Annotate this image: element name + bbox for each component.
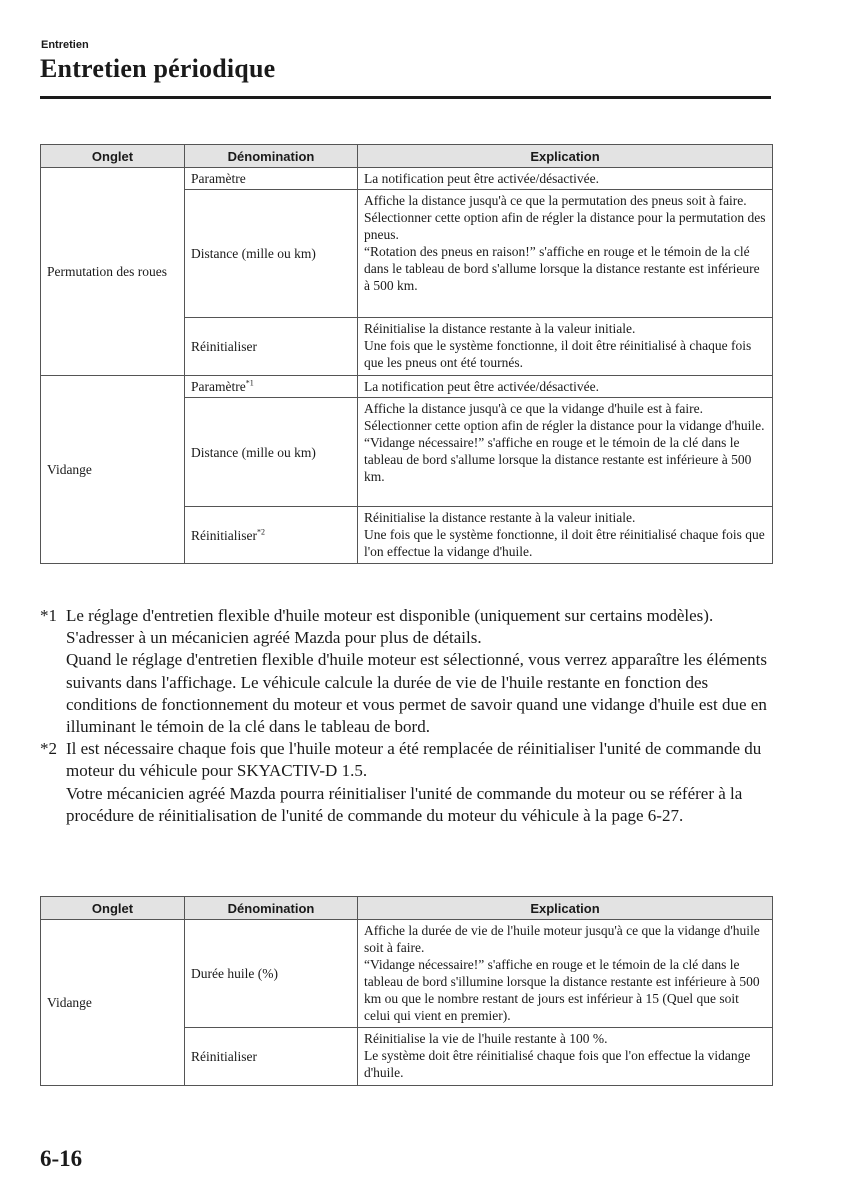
- footnote-mark: *2: [40, 739, 57, 759]
- table-header-row: [41, 897, 773, 920]
- tab-cell: Permutation des roues: [41, 168, 185, 376]
- footnote-paragraph: Votre mécanicien agréé Mazda pourra réinitialiser l'unité de commande du moteur ou se référer à la procédure de réinitialisation de l'unité de commande du moteur du véhicule à la page 6-27.: [66, 783, 743, 825]
- explanation-cell: Réinitialise la distance restante à la valeur initiale. Une fois que le système fonctionne, il doit être réinitialisé à chaque fois que les pneus ont été tournés.: [358, 318, 773, 376]
- title-divider: [40, 96, 771, 99]
- footnote-paragraph: Le réglage d'entretien flexible d'huile moteur est disponible (uniquement sur certains modèles). S'adresser à un mécanicien agréé Mazda pour plus de détails.: [66, 606, 714, 648]
- explanation-cell: Affiche la distance jusqu'à ce que la vidange d'huile est à faire. Sélectionner cette option afin de régler la distance pour la vidange d'huile. “Vidange nécessaire!” s'affiche en rouge et le témoin de la clé dans le tableau de bord s'allume lorsque la distance restante est inférieure à 500 km.: [358, 398, 773, 507]
- page-title: Entretien périodique: [40, 54, 276, 83]
- name-cell: Paramètre: [185, 168, 358, 190]
- tab-cell: Vidange: [41, 920, 185, 1086]
- footnote-mark: *1: [40, 606, 57, 625]
- maintenance-table-2: [40, 896, 773, 1086]
- name-cell: Distance (mille ou km): [185, 190, 358, 318]
- tab-cell: Vidange: [41, 376, 185, 564]
- footnote-marker: *2: [256, 527, 265, 536]
- name-cell: Réinitialiser: [185, 1028, 358, 1086]
- footnote: [40, 738, 775, 827]
- column-header-explanation: Explication: [358, 145, 773, 168]
- footnote-paragraph: Il est nécessaire chaque fois que l'huile moteur a été remplacée de réinitialiser l'unité de commande du moteur du véhicule pour SKYACTIV-D 1.5.: [66, 739, 762, 781]
- footnote-paragraph: Quand le réglage d'entretien flexible d'huile moteur est sélectionné, vous verrez apparaître les éléments suivants dans l'affichage. Le véhicule calcule la durée de vie de l'huile restante en fonction des conditions de fonctionnement du moteur et vous permet de savoir quand une vidange d'huile est due en illuminant le témoin de la clé dans le tableau de bord.: [66, 650, 767, 737]
- name-cell: Distance (mille ou km): [185, 398, 358, 507]
- section-label: Entretien: [41, 39, 89, 51]
- table-header-row: [41, 145, 773, 168]
- explanation-cell: Réinitialise la distance restante à la valeur initiale. Une fois que le système fonctionne, il doit être réinitialisé chaque fois que l'on effectue la vidange d'huile.: [358, 507, 773, 564]
- name-cell: Paramètre$^{*1}$: [185, 376, 358, 398]
- explanation-cell: La notification peut être activée/désactivée.: [358, 376, 773, 398]
- footnotes: [40, 605, 775, 827]
- footnote-marker: *1: [245, 378, 254, 388]
- footnote: [40, 605, 775, 738]
- column-header-name: Dénomination: [185, 145, 358, 168]
- table-row: [41, 376, 773, 398]
- name-cell: Réinitialiser: [185, 318, 358, 376]
- column-header-tab: Onglet: [41, 145, 185, 168]
- column-header-explanation: Explication: [358, 897, 773, 920]
- explanation-cell: Affiche la distance jusqu'à ce que la permutation des pneus soit à faire. Sélectionner cette option afin de régler la distance pour la permutation des pneus. “Rotation des pneus en raison!” s'affiche en rouge et le témoin de la clé dans le tableau de bord s'allume lorsque la distance restante est inférieure à 500 km.: [358, 190, 773, 318]
- column-header-tab: Onglet: [41, 897, 185, 920]
- name-cell: Durée huile (%): [185, 920, 358, 1028]
- column-header-name: Dénomination: [185, 897, 358, 920]
- page-number: 6-16: [40, 1146, 83, 1171]
- explanation-cell: Réinitialise la vie de l'huile restante à 100 %. Le système doit être réinitialisé chaque fois que l'on effectue la vidange d'huile.: [358, 1028, 773, 1086]
- table-row: [41, 920, 773, 1028]
- maintenance-table-1: [40, 144, 773, 564]
- table-row: [41, 168, 773, 190]
- name-cell: Réinitialiser$^{*2}$: [185, 507, 358, 564]
- explanation-cell: La notification peut être activée/désactivée.: [358, 168, 773, 190]
- explanation-cell: Affiche la durée de vie de l'huile moteur jusqu'à ce que la vidange d'huile soit à faire. “Vidange nécessaire!” s'affiche en rouge et le témoin de la clé dans le tableau de bord s'illumine lorsque la distance restante est inférieure à 500 km ou que le nombre restant de jours est inférieur à 15 (Quel que soit celui qui vient en premier).: [358, 920, 773, 1028]
